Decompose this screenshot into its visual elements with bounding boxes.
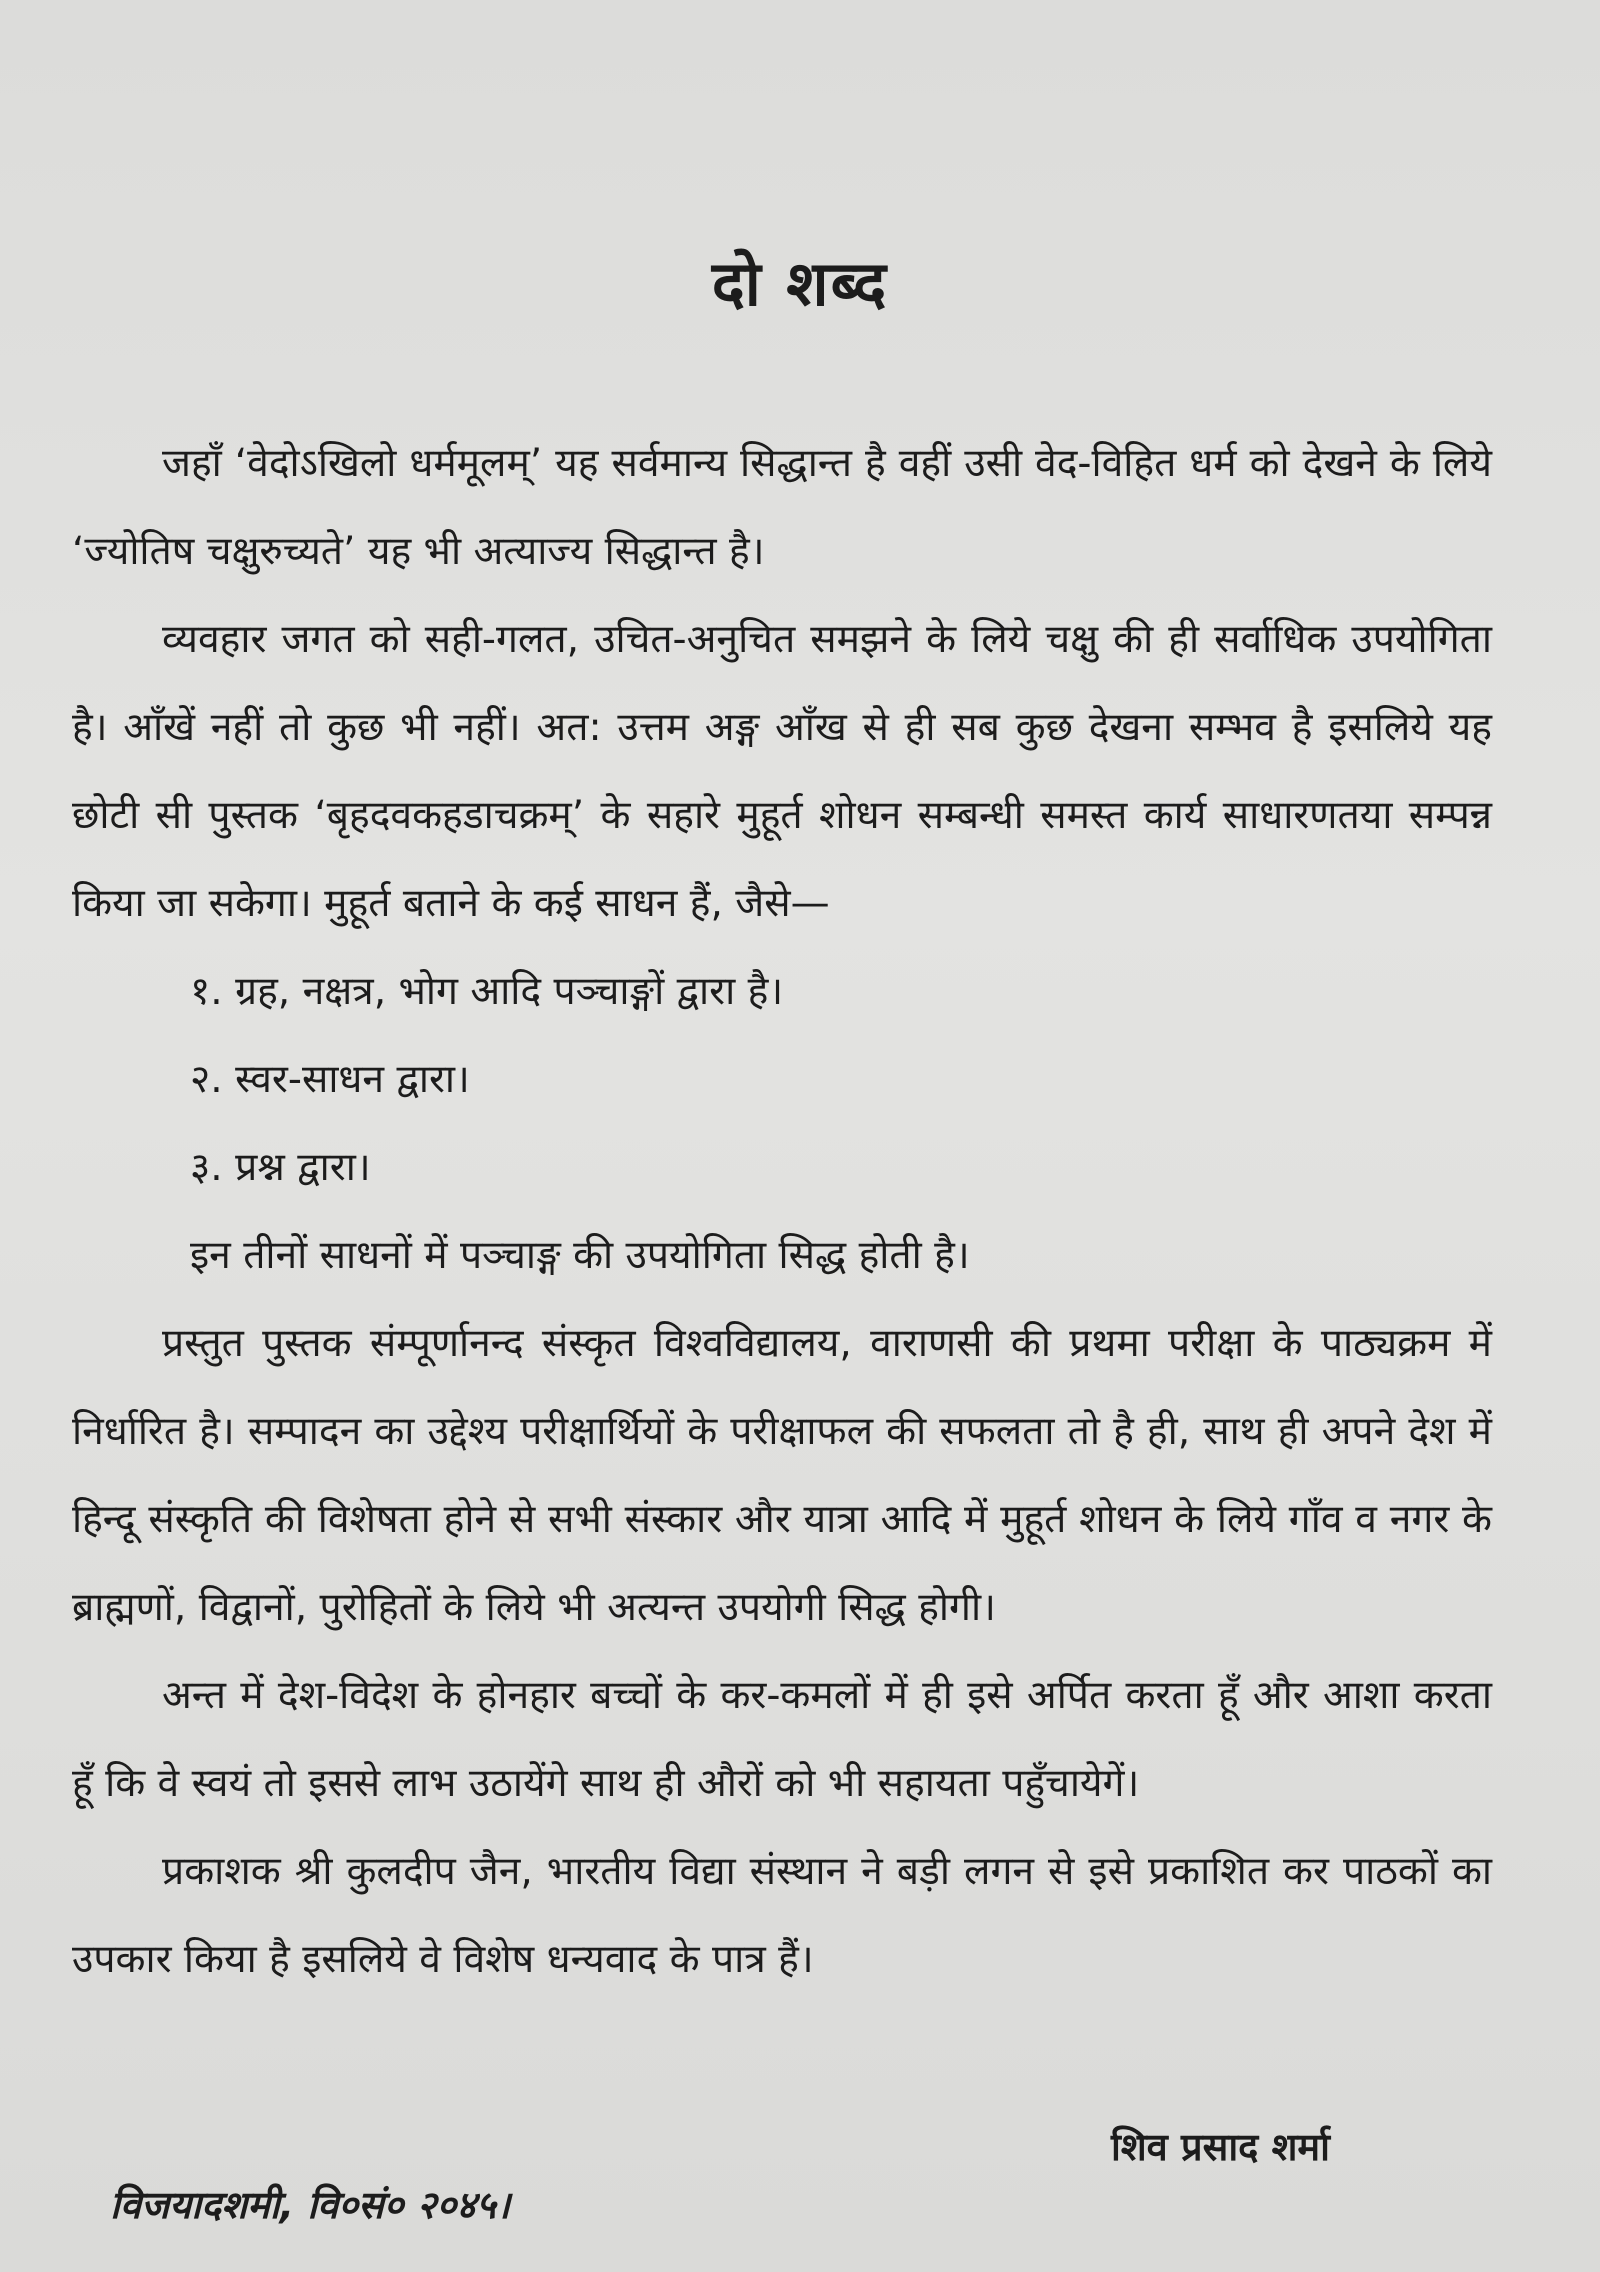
paragraph-4: अन्त में देश-विदेश के होनहार बच्चों के कर-कमलों में ही इसे अर्पित करता हूँ और आशा करता हूँ कि वे स्वयं तो इससे लाभ उठायेंगे साथ ही औरों को भी सहायता पहुँचायेगें। (72, 1673, 1492, 1806)
paragraph-2: व्यवहार जगत को सही-गलत, उचित-अनुचित समझने के लिये चक्षु की ही सर्वाधिक उपयोगिता है। आँखें नहीं तो कुछ भी नहीं। अत: उत्तम अङ्ग आँख से ही सब कुछ देखना सम्भव है इसलिये यह छोटी सी पुस्तक ‘बृहदवकहडाचक्रम्’ के सहारे मुहूर्त शोधन सम्बन्धी समस्त कार्य साधारणतया सम्पन्न किया जा सकेगा। मुहूर्त बताने के कई साधन हैं, जैसे— (72, 617, 1492, 926)
summary-line: इन तीनों साधनों में पञ्चाङ्ग की उपयोगिता सिद्ध होती है। (190, 1233, 970, 1278)
list-item-2: २. स्वर-साधन द्वारा। (190, 1057, 470, 1102)
paragraph-5: प्रकाशक श्री कुलदीप जैन, भारतीय विद्या संस्थान ने बड़ी लगन से इसे प्रकाशित कर पाठकों का उपकार किया है इसलिये वे विशेष धन्यवाद के पात्र हैं। (72, 1849, 1492, 1982)
list-item-3: ३. प्रश्न द्वारा। (190, 1145, 371, 1190)
list-item-1: १. ग्रह, नक्षत्र, भोग आदि पञ्चाङ्गों द्वारा है। (190, 969, 784, 1014)
paragraph-3: प्रस्तुत पुस्तक संम्पूर्णानन्द संस्कृत विश्वविद्यालय, वाराणसी की प्रथमा परीक्षा के पाठ्यक्रम में निर्धारित है। सम्पादन का उद्देश्य परीक्षार्थियों के परीक्षाफल की सफलता तो है ही, साथ ही अपने देश में हिन्दू संस्कृति की विशेषता होने से सभी संस्कार और यात्रा आदि में मुहूर्त शोधन के लिये गाँव व नगर के ब्राह्मणों, विद्वानों, पुरोहितों के लिये भी अत्यन्त उपयोगी सिद्ध होगी। (72, 1321, 1492, 1630)
author-signature: शिव प्रसाद शर्मा (1110, 2125, 1330, 2169)
page-title: दो शब्द (711, 247, 889, 320)
page-body (72, 420, 1492, 2004)
dateline: विजयादशमी, वि०सं० २०४५। (110, 2183, 511, 2227)
paragraph-1: जहाँ ‘वेदोऽखिलो धर्ममूलम्’ यह सर्वमान्य सिद्धान्त है वहीं उसी वेद-विहित धर्म को देखने के लिये ‘ज्योतिष चक्षुरुच्यते’ यह भी अत्याज्य सिद्धान्त है। (72, 441, 1492, 574)
